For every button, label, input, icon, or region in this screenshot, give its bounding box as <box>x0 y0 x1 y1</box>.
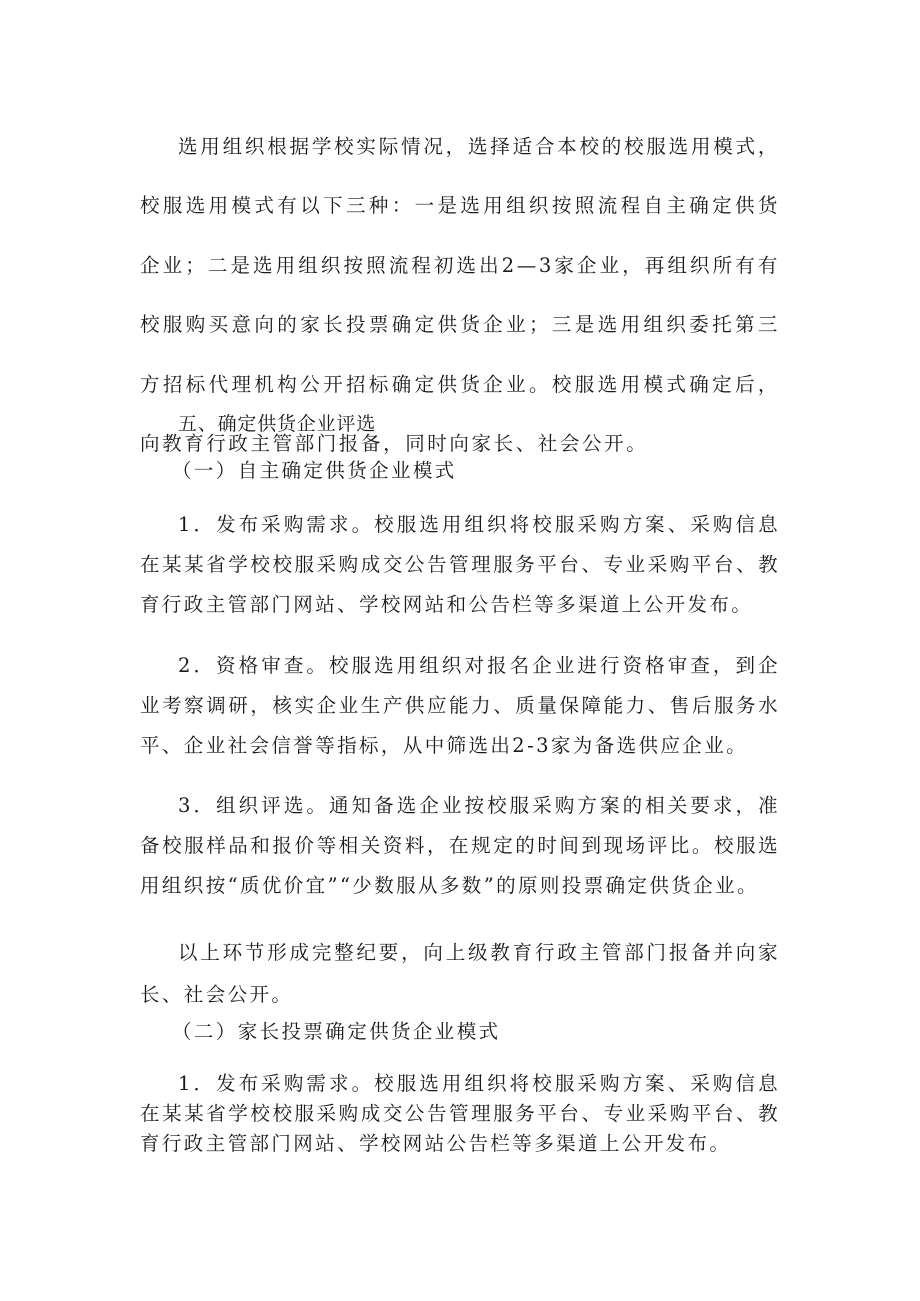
paragraph-selection-modes: 选用组织根据学校实际情况，选择适合本校的校服选用模式，校服选用模式有以下三种：一是选用组织按照流程自主确定供货企业；二是选用组织按照流程初选出2—3家企业，再组织所有有校服购买意向的家长投票确定供货企业；三是选用组织委托第三方招标代理机构公开招标确定供货企业。校服选用模式确定后，向教育行政主管部门报备，同时向家长、社会公开。 <box>140 135 780 456</box>
subheading-mode-2: （二）家长投票确定供货企业模式 <box>172 1020 501 1043</box>
mode1-item-3: 3．组织评选。通知备选企业按校服采购方案的相关要求，准备校服样品和报价等相关资料，在规定的时间到现场评比。校服选用组织按“质优价宜”“少数服从多数”的原则投票确定供货企业。 <box>140 794 780 897</box>
mode1-item-1: 1．发布采购需求。校服选用组织将校服采购方案、采购信息在某某省学校校服采购成交公告管理服务平台、专业采购平台、教育行政主管部门网站、学校网站和公告栏等多渠道上公开发布。 <box>140 513 780 616</box>
mode2-item-1: 1．发布采购需求。校服选用组织将校服采购方案、采购信息在某某省学校校服采购成交公告管理服务平台、专业采购平台、教育行政主管部门网站、学校网站公告栏等多渠道上公开发布。 <box>140 1072 780 1155</box>
mode1-item-2: 2．资格审查。校服选用组织对报名企业进行资格审查，到企业考察调研，核实企业生产供应能力、质量保障能力、售后服务水平、企业社会信誉等指标，从中筛选出2-3家为备选供应企业。 <box>140 654 780 757</box>
section-heading-5: 五、确定供货企业评选 <box>178 413 377 435</box>
subheading-mode-1: （一）自主确定供货企业模式 <box>172 459 457 482</box>
mode1-summary: 以上环节形成完整纪要，向上级教育行政主管部门报备并向家长、社会公开。 <box>140 941 780 1006</box>
